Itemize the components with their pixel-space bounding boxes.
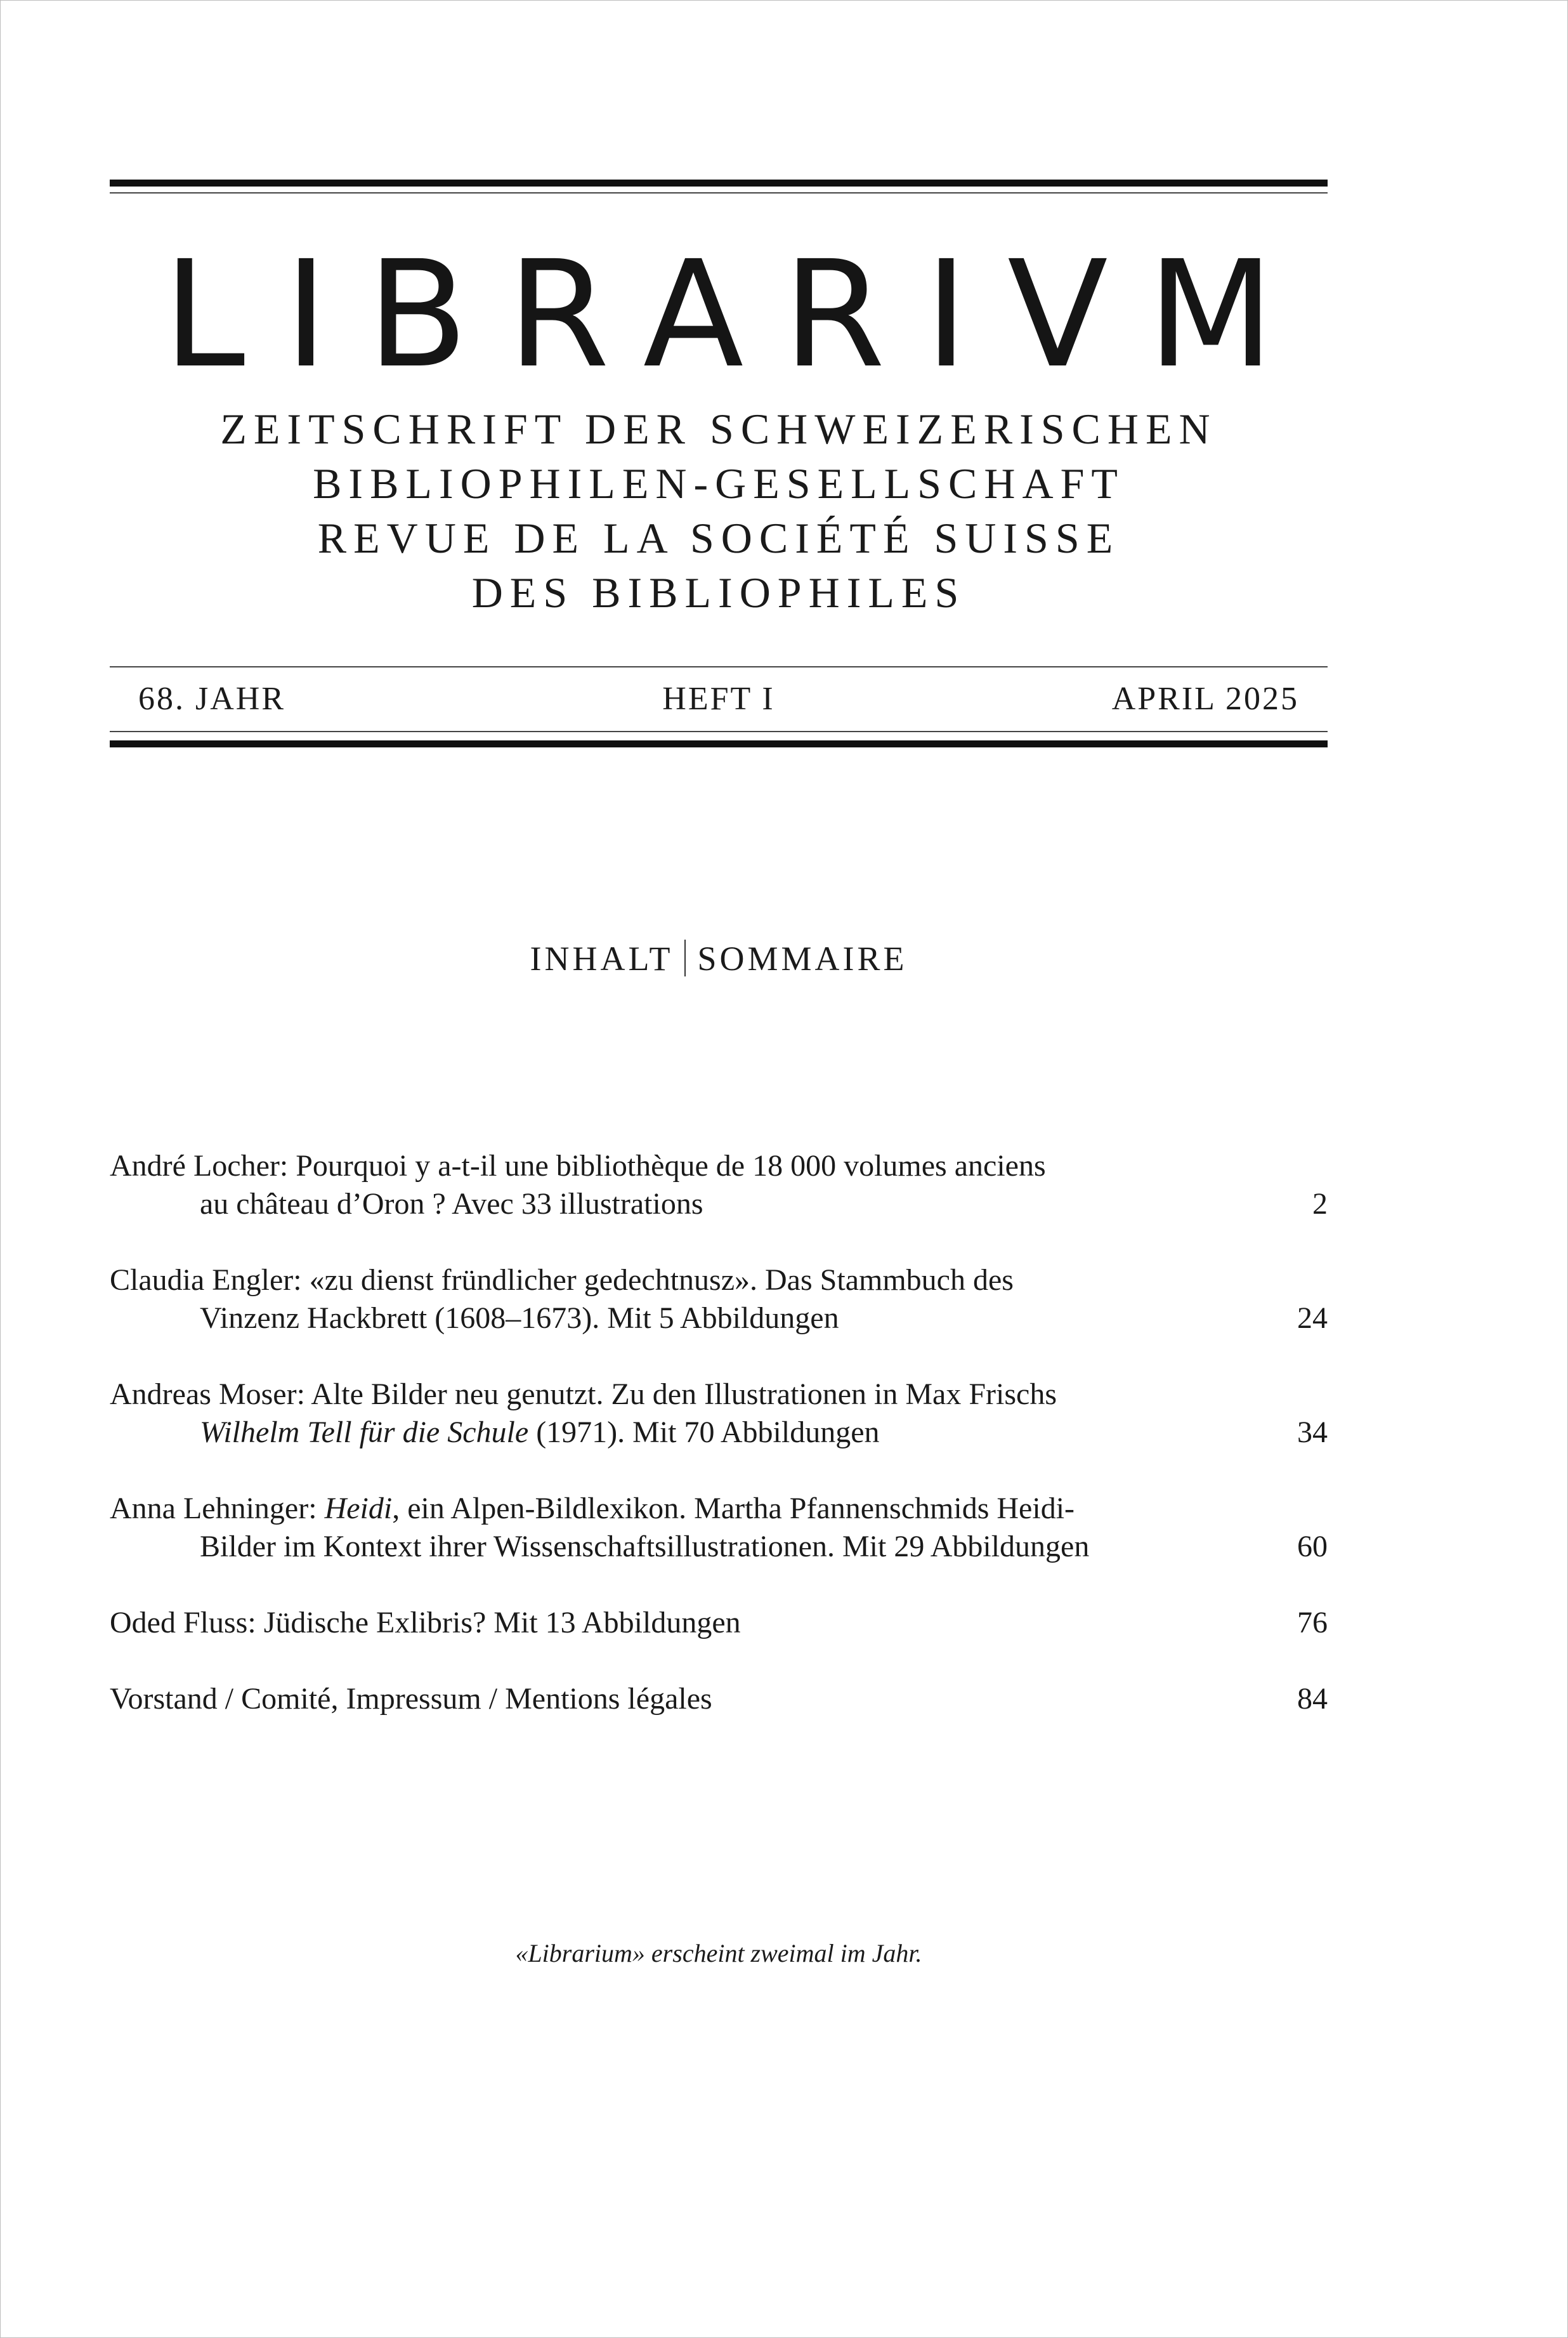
- toc-entry-line2-rest: (1971). Mit 70 Abbildungen: [528, 1415, 880, 1449]
- table-of-contents: [110, 1147, 1328, 1756]
- issue-number: HEFT I: [662, 681, 775, 717]
- subtitle-line-3: REVUE DE LA SOCIÉTÉ SUISSE: [317, 514, 1120, 562]
- contents-heading-fr: SOMMAIRE: [697, 940, 908, 978]
- toc-entry-line2: au château d’Oron ? Avec 33 illustrations: [200, 1187, 703, 1221]
- toc-entry[interactable]: [110, 1490, 1328, 1566]
- publication-frequency-note: «Librarium» erscheint zweimal im Jahr.: [515, 1939, 922, 1967]
- issue-top-rule: [110, 666, 1328, 667]
- toc-entry-line2: Vinzenz Hackbrett (1608–1673). Mit 5 Abbildungen: [200, 1301, 839, 1335]
- toc-page-number: 34: [1297, 1415, 1328, 1449]
- book-title-italic: Wilhelm Tell für die Schule: [200, 1415, 529, 1449]
- toc-page-number: 24: [1297, 1301, 1328, 1335]
- toc-entry-line2: Bilder im Kontext ihrer Wissenschaftsillustrationen. Mit 29 Abbildungen: [200, 1530, 1090, 1563]
- toc-entry[interactable]: [110, 1604, 1328, 1642]
- contents-heading-de: INHALT: [530, 940, 674, 978]
- toc-page-number: 2: [1312, 1187, 1328, 1221]
- issue-info-row: [110, 680, 1328, 721]
- issue-date: APRIL 2025: [1111, 681, 1299, 717]
- toc-page-number: 76: [1297, 1606, 1328, 1639]
- toc-entry[interactable]: [110, 1680, 1328, 1718]
- toc-entry-line1: Claudia Engler: «zu dienst fründlicher gedechtnusz». Das Stammbuch des: [110, 1263, 1014, 1297]
- subtitle-line-1: ZEITSCHRIFT DER SCHWEIZERISCHEN: [220, 405, 1217, 453]
- top-thick-rule: [110, 180, 1328, 187]
- book-title-italic: Heidi: [324, 1492, 393, 1525]
- toc-entry-line1-rest: , ein Alpen-Bildlexikon. Martha Pfannenschmids Heidi-: [392, 1492, 1075, 1525]
- toc-entry[interactable]: [110, 1147, 1328, 1223]
- toc-entry[interactable]: [110, 1376, 1328, 1452]
- toc-entry-line1: Vorstand / Comité, Impressum / Mentions légales: [110, 1682, 712, 1716]
- toc-entry-line1: André Locher: Pourquoi y a-t-il une bibliothèque de 18 000 volumes anciens: [110, 1149, 1046, 1183]
- journal-title: LIBRARIVM: [163, 229, 1314, 400]
- toc-entry-author: Anna Lehninger:: [110, 1492, 325, 1525]
- top-thin-rule: [110, 192, 1328, 194]
- issue-bottom-thin-rule: [110, 731, 1328, 732]
- subtitle-line-4: DES BIBLIOPHILES: [471, 568, 966, 617]
- toc-entry[interactable]: [110, 1261, 1328, 1337]
- toc-page-number: 60: [1297, 1530, 1328, 1563]
- issue-year: 68. JAHR: [138, 681, 286, 717]
- subtitle-line-2: BIBLIOPHILEN-GESELLSCHAFT: [313, 459, 1125, 508]
- toc-entry-line1: [110, 1490, 1328, 1528]
- toc-entry-line1: Oded Fluss: Jüdische Exlibris? Mit 13 Abbildungen: [110, 1606, 741, 1639]
- issue-bottom-thick-rule: [110, 740, 1328, 747]
- heading-separator: [684, 940, 686, 976]
- toc-page-number: 84: [1297, 1682, 1328, 1716]
- contents-heading: [110, 939, 1328, 978]
- toc-entry-line2: [110, 1414, 1328, 1452]
- toc-entry-line1: Andreas Moser: Alte Bilder neu genutzt. Zu den Illustrationen in Max Frischs: [110, 1377, 1057, 1411]
